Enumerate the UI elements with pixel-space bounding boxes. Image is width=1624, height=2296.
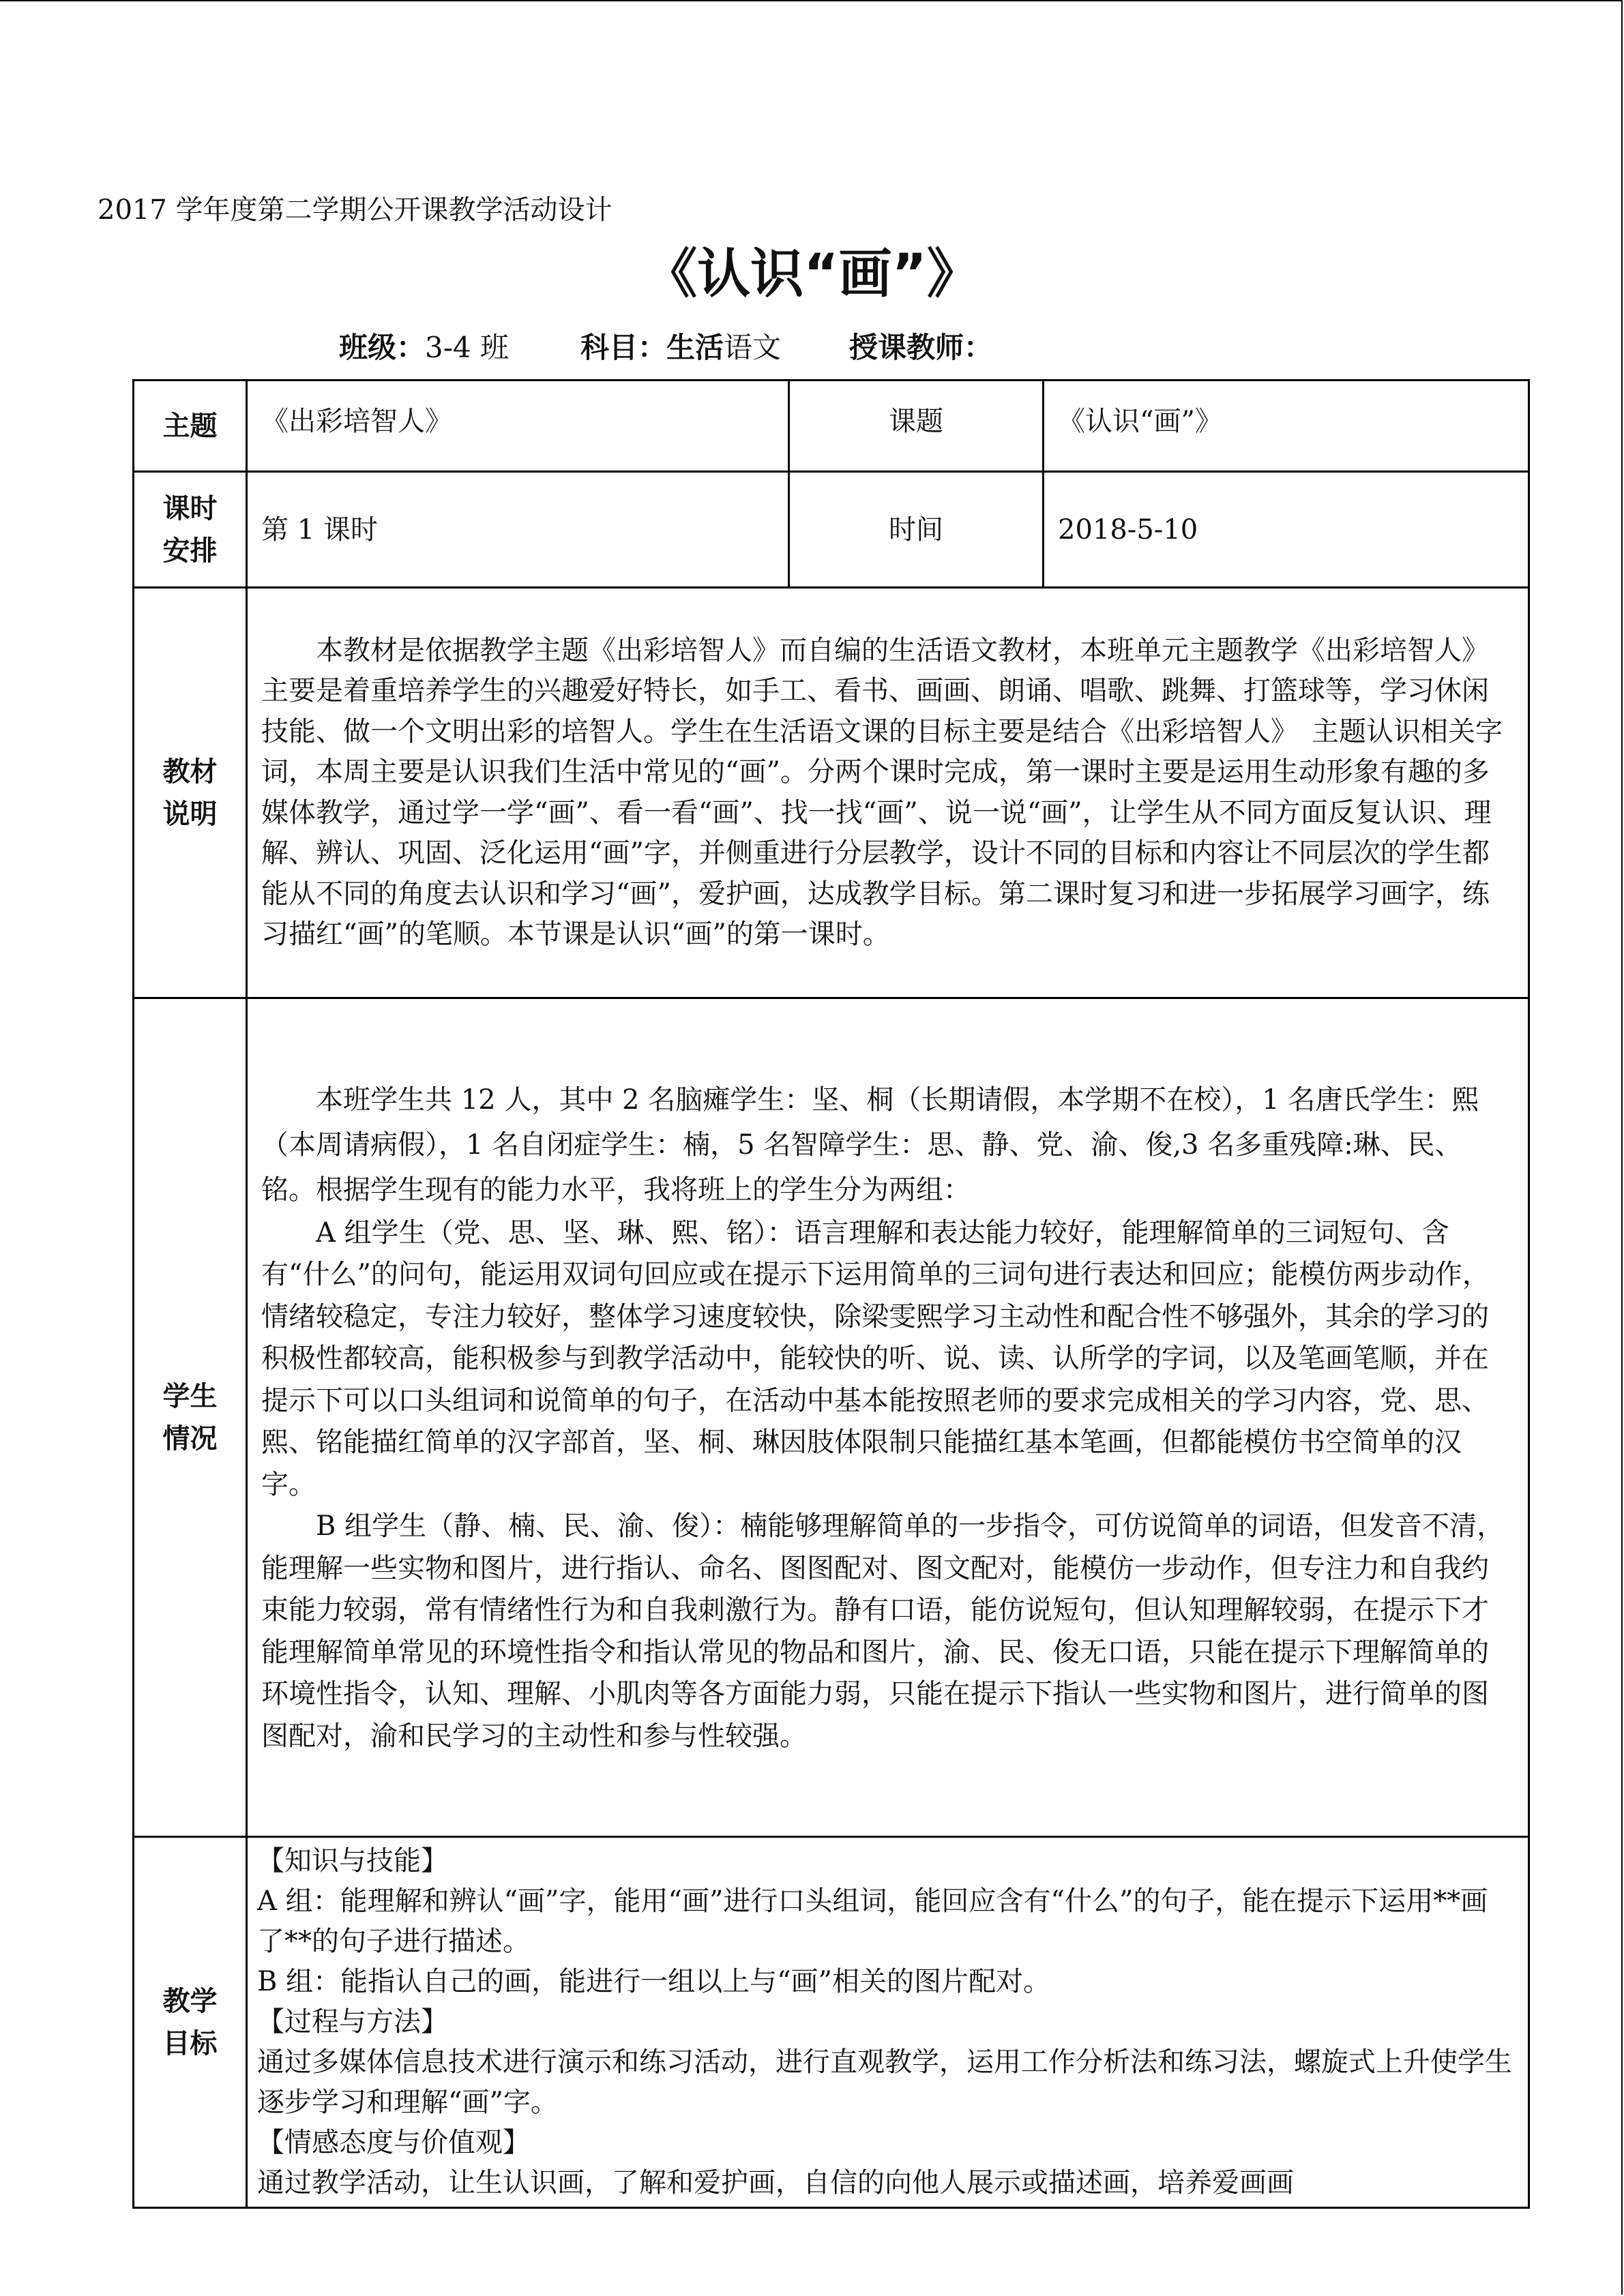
students-group-b: B 组学生（静、楠、民、渝、俊）：楠能够理解简单的一步指令，可仿说简单的词语，但发音不清，能理解一些实物和图片，进行指认、命名、图图配对、图文配对，能模仿一步动作，但专注力和自我约束能力较弱，常有情绪性行为和自我刺激行为。静有口语，能仿说短句，但认知理解较弱，在提示下才能理解简单常见的环境性指令和指认常见的物品和图片，渝、民、俊无口语，只能在提示下理解简单的环境性指令，认知、理解、小肌肉等各方面能力弱，只能在提示下指认一些实物和图片，进行简单的图图配对，渝和民学习的主动性和参与性较强。 <box>261 1510 1505 1752</box>
subject-value: 语文 <box>724 331 782 364</box>
time-value: 2018-5-10 <box>1044 472 1529 588</box>
goals-label <box>134 1837 247 2208</box>
students-group-a: A 组学生（党、思、坚、琳、熙、铭）：语言理解和表达能力较好，能理解简单的三词短句、含有“什么”的问句，能运用双词句回应或在提示下运用简单的三词句进行表达和回应；能模仿两步动作，情绪较稳定，专注力较好，整体学习速度较快，除梁雯熙学习主动性和配合性不够强外，其余的学习的积极性都较高，能积极参与到教学活动中，能较快的听、说、读、认所学的字词，以及笔画笔顺，并在提示下可以口头组词和说简单的句子，在活动中基本能按照老师的要求完成相关的学习内容，党、思、熙、铭能描红简单的汉字部首，坚、桐、琳因肢体限制只能描红基本笔画，但都能模仿书空简单的汉字。 <box>261 1217 1490 1500</box>
material-text: 本教材是依据教学主题《出彩培智人》而自编的生活语文教材，本班单元主题教学《出彩培智人》主要是着重培养学生的兴趣爱好特长，如手工、看书、画画、朗诵、唱歌、跳舞、打篮球等，学习休闲技能、做一个文明出彩的培智人。学生在生活语文课的目标主要是结合《出彩培智人》 主题认识相关字词，本周主要是认识我们生活中常见的“画”。分两个课时完成，第一课时主要是运用生动形象有趣的多媒体教学，通过学一学“画”、看一看“画”、找一找“画”、说一说“画”，让学生从不同方面反复认识、理解、辨认、巩固、泛化运用“画”字，并侧重进行分层教学，设计不同的目标和内容让不同层次的学生都能从不同的角度去认识和学习“画”，爱护画，达成教学目标。第二课时复习和进一步拓展学习画字，练习描红“画”的笔顺。本节课是认识“画”的第一课时。 <box>261 634 1503 950</box>
goal-emotion-text: 通过教学活动，让生认识画，了解和爱护画，自信的向他人展示或描述画，培养爱画画 <box>257 2167 1294 2198</box>
table-row-material <box>134 588 1529 998</box>
meta-line <box>339 326 992 370</box>
subject-label: 科目：生活 <box>580 331 724 364</box>
material-label-line2: 说明 <box>162 798 218 830</box>
material-label-line1: 教材 <box>162 756 218 788</box>
semester-line: 2017 学年度第二学期公开课教学活动设计 <box>98 194 612 226</box>
table-row-goals <box>134 1837 1529 2208</box>
goal-knowledge-a: A 组：能理解和辨认“画”字，能用“画”进行口头组词，能回应含有“什么”的句子，能在提示下运用**画了**的句子进行描述。 <box>257 1885 1488 1957</box>
goal-heading-process: 【过程与方法】 <box>257 2006 448 2038</box>
theme-label: 主题 <box>134 381 247 472</box>
students-label-line2: 情况 <box>162 1422 218 1455</box>
schedule-label <box>134 472 247 588</box>
schedule-label-line2: 安排 <box>162 535 218 567</box>
goals-label-line2: 目标 <box>162 2027 218 2059</box>
goals-label-line1: 教学 <box>162 1985 218 2017</box>
teacher-label: 授课教师： <box>849 331 993 364</box>
table-row-theme <box>134 381 1529 472</box>
lesson-value: 第 1 课时 <box>247 472 789 588</box>
students-label-line1: 学生 <box>162 1380 218 1412</box>
document-title: 《认识“画”》 <box>644 243 980 305</box>
goal-heading-knowledge: 【知识与技能】 <box>257 1845 448 1877</box>
students-label <box>134 998 247 1837</box>
goal-heading-emotion: 【情感态度与价值观】 <box>257 2127 530 2158</box>
class-value: 3-4 班 <box>425 331 510 364</box>
time-label: 时间 <box>789 472 1044 588</box>
students-description <box>247 998 1529 1837</box>
topic-value: 《认识“画”》 <box>1044 381 1529 472</box>
students-overview: 本班学生共 12 人，其中 2 名脑瘫学生：坚、桐（长期请假，本学期不在校），1 名唐氏学生：熙（本周请病假），1 名自闭症学生：楠，5 名智障学生：思、静、党、渝、俊,3 名多重残障:琳、民、铭。根据学生现有的能力水平，我将班上的学生分为两组： <box>261 1084 1479 1206</box>
goals-description <box>247 1837 1529 2208</box>
topic-label: 课题 <box>789 381 1044 472</box>
material-description <box>247 588 1529 998</box>
theme-value: 《出彩培智人》 <box>247 381 789 472</box>
table-row-schedule <box>134 472 1529 588</box>
class-label: 班级： <box>339 331 426 364</box>
goal-process-text: 通过多媒体信息技术进行演示和练习活动，进行直观教学，运用工作分析法和练习法，螺旋式上升使学生逐步学习和理解“画”字。 <box>257 2046 1512 2118</box>
schedule-label-line1: 课时 <box>162 492 218 524</box>
lesson-plan-table <box>132 379 1530 2209</box>
goal-knowledge-b: B 组：能指认自己的画，能进行一组以上与“画”相关的图片配对。 <box>257 1966 1051 1997</box>
table-row-students <box>134 998 1529 1837</box>
material-label <box>134 588 247 998</box>
